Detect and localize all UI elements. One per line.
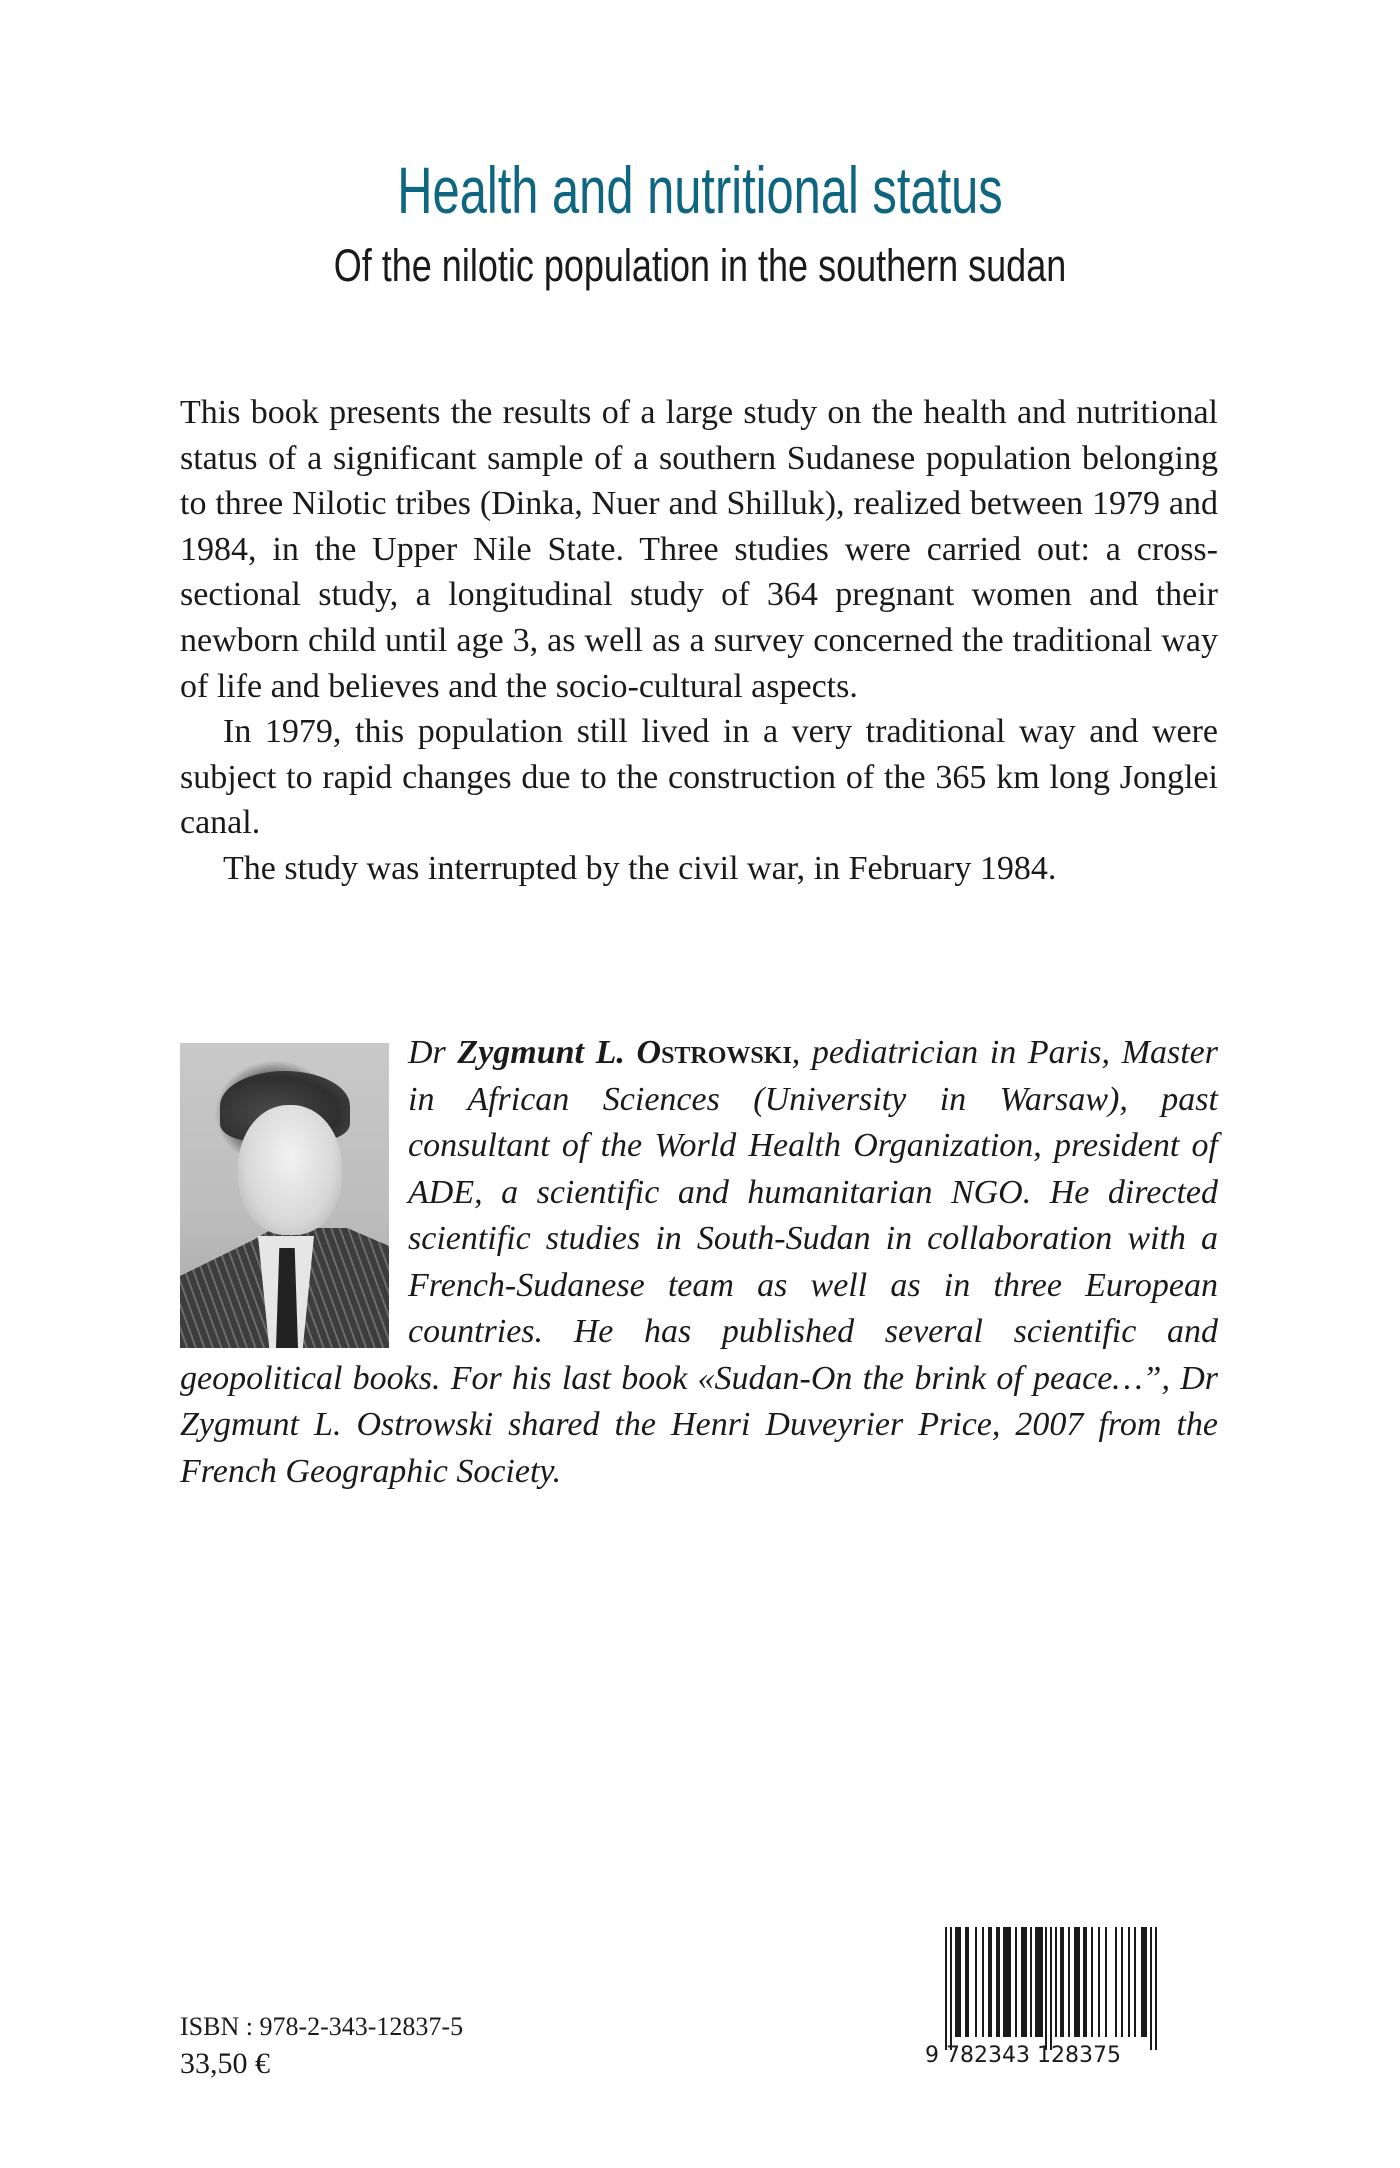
author-name-bold: Zygmunt L. O bbox=[457, 1034, 662, 1071]
author-prefix: Dr bbox=[408, 1034, 458, 1071]
blurb-paragraph: This book presents the results of a large study on the health and nutritional status of a significant sample of a southern Sudanese population belonging to three Nilotic tribes (Dinka, Nuer and Shilluk), realized between 1979 and 1984, in the Upper Nile State. Three studies were carried out: a cross-sectional study, a longitudinal study of 364 pregnant women and their newborn child until age 3, as well as a survey concerned the traditional way of life and believes and the socio-cultural aspects. bbox=[180, 394, 1218, 705]
author-bio bbox=[180, 1030, 1218, 1495]
photo-face bbox=[238, 1105, 342, 1235]
isbn: ISBN : 978-2-343-12837-5 bbox=[180, 2012, 464, 2041]
barcode-digits: 9 782343 128375 bbox=[925, 2043, 1121, 2068]
author-name bbox=[457, 1034, 791, 1071]
book-title: Health and nutritional status bbox=[397, 153, 1003, 227]
photo-tie bbox=[276, 1248, 298, 1348]
blurb-paragraph: The study was interrupted by the civil war, in February 1984. bbox=[223, 849, 1057, 887]
back-cover-blurb bbox=[180, 390, 1218, 892]
author-surname-smallcaps: strowski bbox=[661, 1034, 792, 1071]
barcode bbox=[925, 1920, 1195, 2070]
blurb-paragraph: In 1979, this population still lived in a very traditional way and were subject to rapid changes due to the construction of the 365 km long Jonglei canal. bbox=[180, 713, 1218, 842]
author-bio-text: , pediatrician in Paris, Master in African Sciences (University in Warsaw), past consultant of the World Health Organization, president of ADE, a scientific and humanitarian NGO. He directed scientific studies in South-Sudan in collaboration with a French-Sudanese team as well as in three European countries. He has published several scientific and geopolitical books. For his last book «Sudan-On the brink of peace…”, Dr Zygmunt L. Ostrowski shared the Henri Duveyrier Price, 2007 from the French Geographic Society. bbox=[180, 1034, 1218, 1490]
price: 33,50 € bbox=[180, 2047, 270, 2080]
book-subtitle: Of the nilotic population in the southern sudan bbox=[333, 240, 1067, 291]
author-photo bbox=[180, 1043, 389, 1348]
